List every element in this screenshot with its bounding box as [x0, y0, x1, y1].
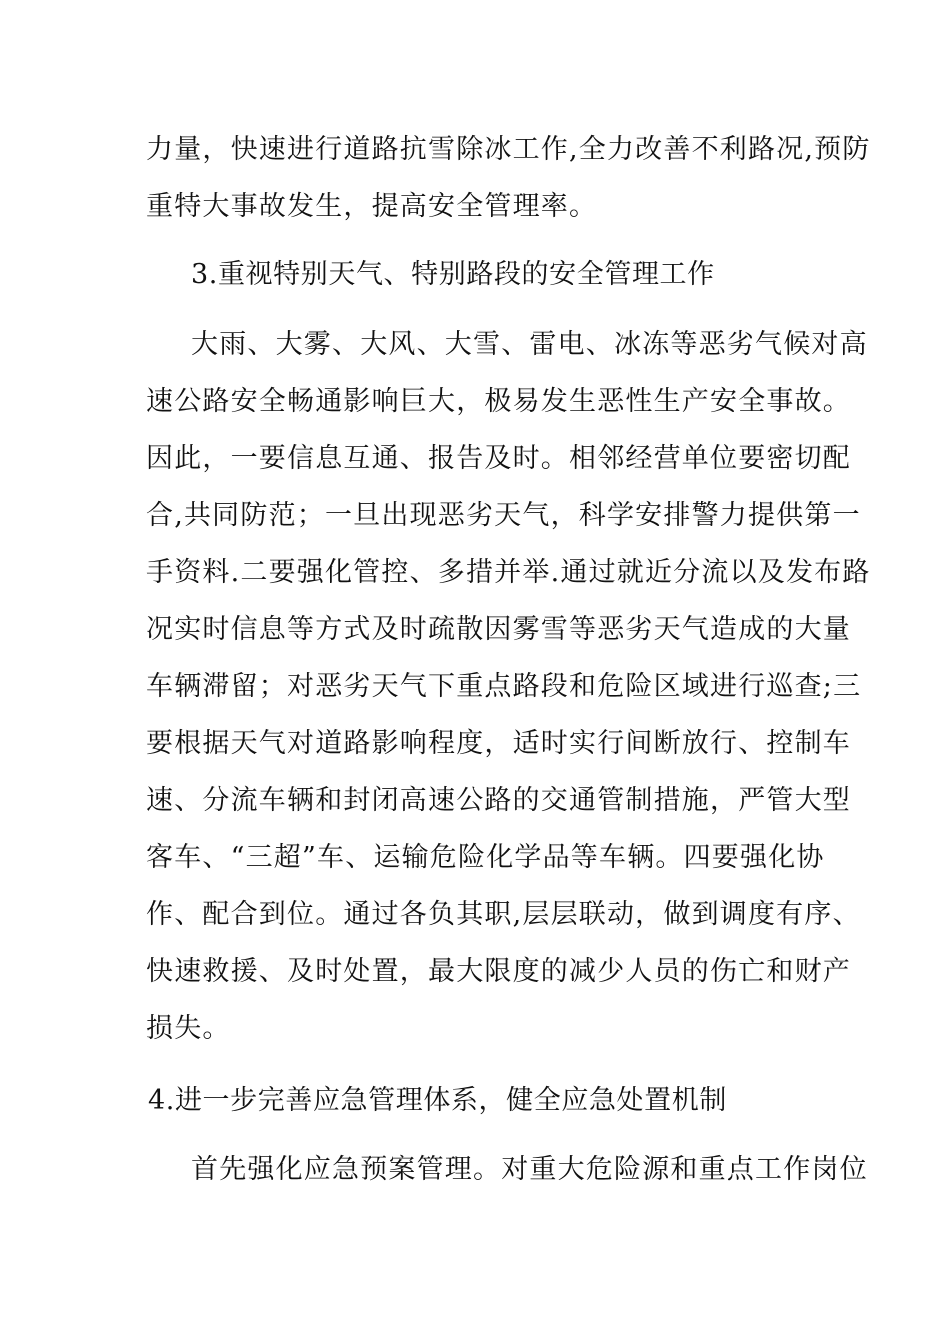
- paragraph-line: 首先强化应急预案管理。对重大危险源和重点工作岗位: [191, 1154, 868, 1185]
- section-heading-4: 4.进一步完善应急管理体系，健全应急处置机制: [148, 1085, 727, 1116]
- paragraph-line: 手资料.二要强化管控、多措并举.通过就近分流以及发布路: [146, 557, 871, 588]
- paragraph-line: 客车、“三超”车、运输危险化学品等车辆。四要强化协: [146, 842, 825, 873]
- paragraph-line: 速公路安全畅通影响巨大，极易发生恶性生产安全事故。: [146, 386, 851, 417]
- paragraph-line: 况实时信息等方式及时疏散因雾雪等恶劣天气造成的大量: [146, 614, 851, 645]
- paragraph-line: 车辆滞留；对恶劣天气下重点路段和危险区域进行巡查;三: [146, 671, 862, 702]
- paragraph-line: 要根据天气对道路影响程度，适时实行间断放行、控制车: [146, 728, 851, 759]
- paragraph-line: 重特大事故发生，提高安全管理率。: [146, 191, 598, 222]
- paragraph-line: 大雨、大雾、大风、大雪、雷电、冰冻等恶劣气候对高: [191, 329, 868, 360]
- section-heading-3: 3.重视特别天气、特别路段的安全管理工作: [191, 259, 715, 290]
- paragraph-line: 作、配合到位。通过各负其职,层层联动，做到调度有序、: [146, 899, 861, 930]
- paragraph-line: 损失。: [146, 1013, 231, 1044]
- paragraph-line: 速、分流车辆和封闭高速公路的交通管制措施，严管大型: [146, 785, 851, 816]
- paragraph-line: 合,共同防范；一旦出现恶劣天气，科学安排警力提供第一: [146, 500, 861, 531]
- paragraph-line: 因此，一要信息互通、报告及时。相邻经营单位要密切配: [146, 443, 851, 474]
- paragraph-line: 快速救援、及时处置，最大限度的减少人员的伤亡和财产: [146, 956, 851, 987]
- paragraph-line: 力量，快速进行道路抗雪除冰工作,全力改善不利路况,预防: [146, 134, 871, 165]
